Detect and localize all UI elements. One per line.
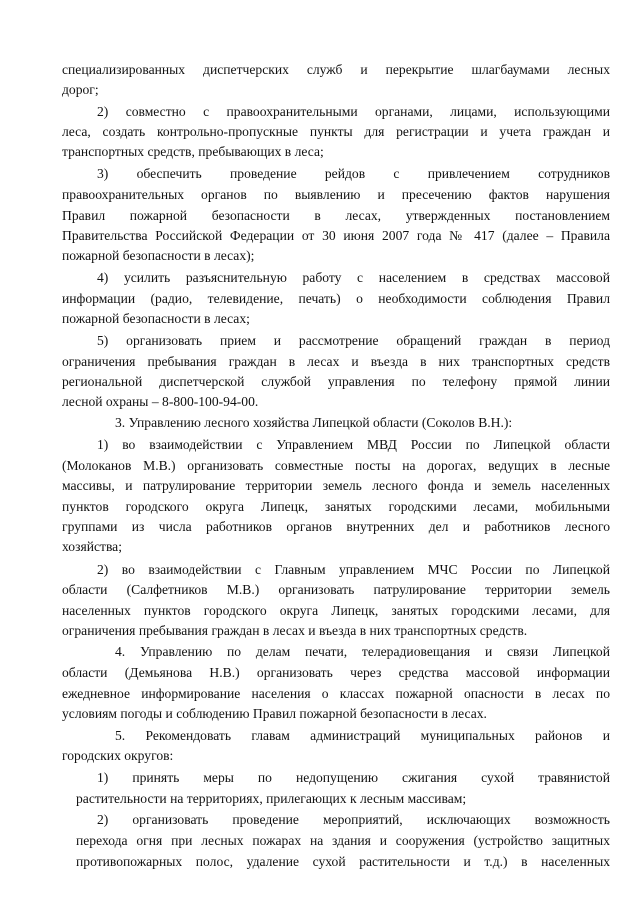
text-line: перехода огня при лесных пожарах на здания и сооружения (устройство защитных — [76, 833, 610, 848]
text-line: области (Демьянова Н.В.) организовать через средства массовой информации — [62, 665, 610, 680]
text-line: 4. Управлению по делам печати, телерадиовещания и связи Липецкой — [115, 644, 610, 659]
text-line: ежедневное информирование населения о классах пожарной опасности в лесах по — [62, 686, 610, 701]
text-line: специализированных диспетчерских служб и перекрытие шлагбаумами лесных — [62, 62, 610, 77]
text-line: 2) совместно с правоохранительными органами, лицами, использующими — [97, 104, 610, 119]
text-line: пунктов городского округа Липецк, занятых городскими лесами, мобильными — [62, 499, 610, 514]
text-line: 2) организовать проведение мероприятий, исключающих возможность — [97, 812, 610, 827]
text-line: региональной диспетчерской службой управления по телефону прямой линии — [62, 374, 610, 389]
text-line: группами из числа работников органов внутренних дел и работников лесного — [62, 519, 610, 534]
text-line: населенных пунктов городского округа Липецк, занятых городскими лесами, для — [62, 603, 610, 618]
text-line: хозяйства; — [62, 539, 122, 554]
text-line: 1) во взаимодействии с Управлением МВД России по Липецкой области — [97, 437, 610, 452]
text-line: транспортных средств, пребывающих в леса; — [62, 144, 324, 159]
text-line: леса, создать контрольно-пропускные пункты для регистрации и учета граждан и — [62, 124, 610, 139]
text-line: ограничения пребывания граждан в лесах и въезда в них транспортных средств — [62, 354, 610, 369]
text-line: условиям погоды и соблюдению Правил пожарной безопасности в лесах. — [62, 706, 487, 721]
text-line: лесной охраны – 8-800-100-94-00. — [62, 394, 259, 409]
text-line: Правил пожарной безопасности в лесах, утвержденных постановлением — [62, 208, 610, 223]
text-line: противопожарных полос, удаление сухой растительности и т.д.) в населенных — [76, 854, 610, 869]
text-line: 5) организовать прием и рассмотрение обращений граждан в период — [97, 333, 610, 348]
text-line: области (Салфетников М.В.) организовать патрулирование территории земель — [62, 582, 610, 597]
text-line: городских округов: — [62, 748, 174, 763]
text-line: 3) обеспечить проведение рейдов с привлечением сотрудников — [97, 166, 610, 181]
text-line: (Молоканов М.В.) организовать совместные посты на дорогах, ведущих в лесные — [62, 458, 610, 473]
text-line: пожарной безопасности в лесах; — [62, 311, 250, 326]
text-line: Правительства Российской Федерации от 30 июня 2007 года № 417 (далее – Правила — [62, 228, 610, 243]
text-line: растительности на территориях, прилегающих к лесным массивам; — [76, 791, 467, 806]
text-line: информации (радио, телевидение, печать) о необходимости соблюдения Правил — [62, 291, 610, 306]
text-line: 4) усилить разъяснительную работу с населением в средствах массовой — [97, 270, 610, 285]
text-line: массивы, и патрулирование территории земель лесного фонда и земель населенных — [62, 478, 610, 493]
text-line: 1) принять меры по недопущению сжигания сухой травянистой — [97, 770, 610, 785]
text-line: правоохранительных органов по выявлению и пресечению фактов нарушения — [62, 187, 610, 202]
text-line: 5. Рекомендовать главам администраций муниципальных районов и — [115, 728, 610, 743]
section-heading: 3. Управлению лесного хозяйства Липецкой области (Соколов В.Н.): — [115, 415, 513, 430]
text-line: ограничения пребывания граждан в лесах и въезда в них транспортных средств. — [62, 623, 528, 638]
text-line: 2) во взаимодействии с Главным управлением МЧС России по Липецкой — [97, 562, 610, 577]
text-line: пожарной безопасности в лесах); — [62, 248, 255, 263]
text-line: дорог; — [62, 82, 99, 97]
